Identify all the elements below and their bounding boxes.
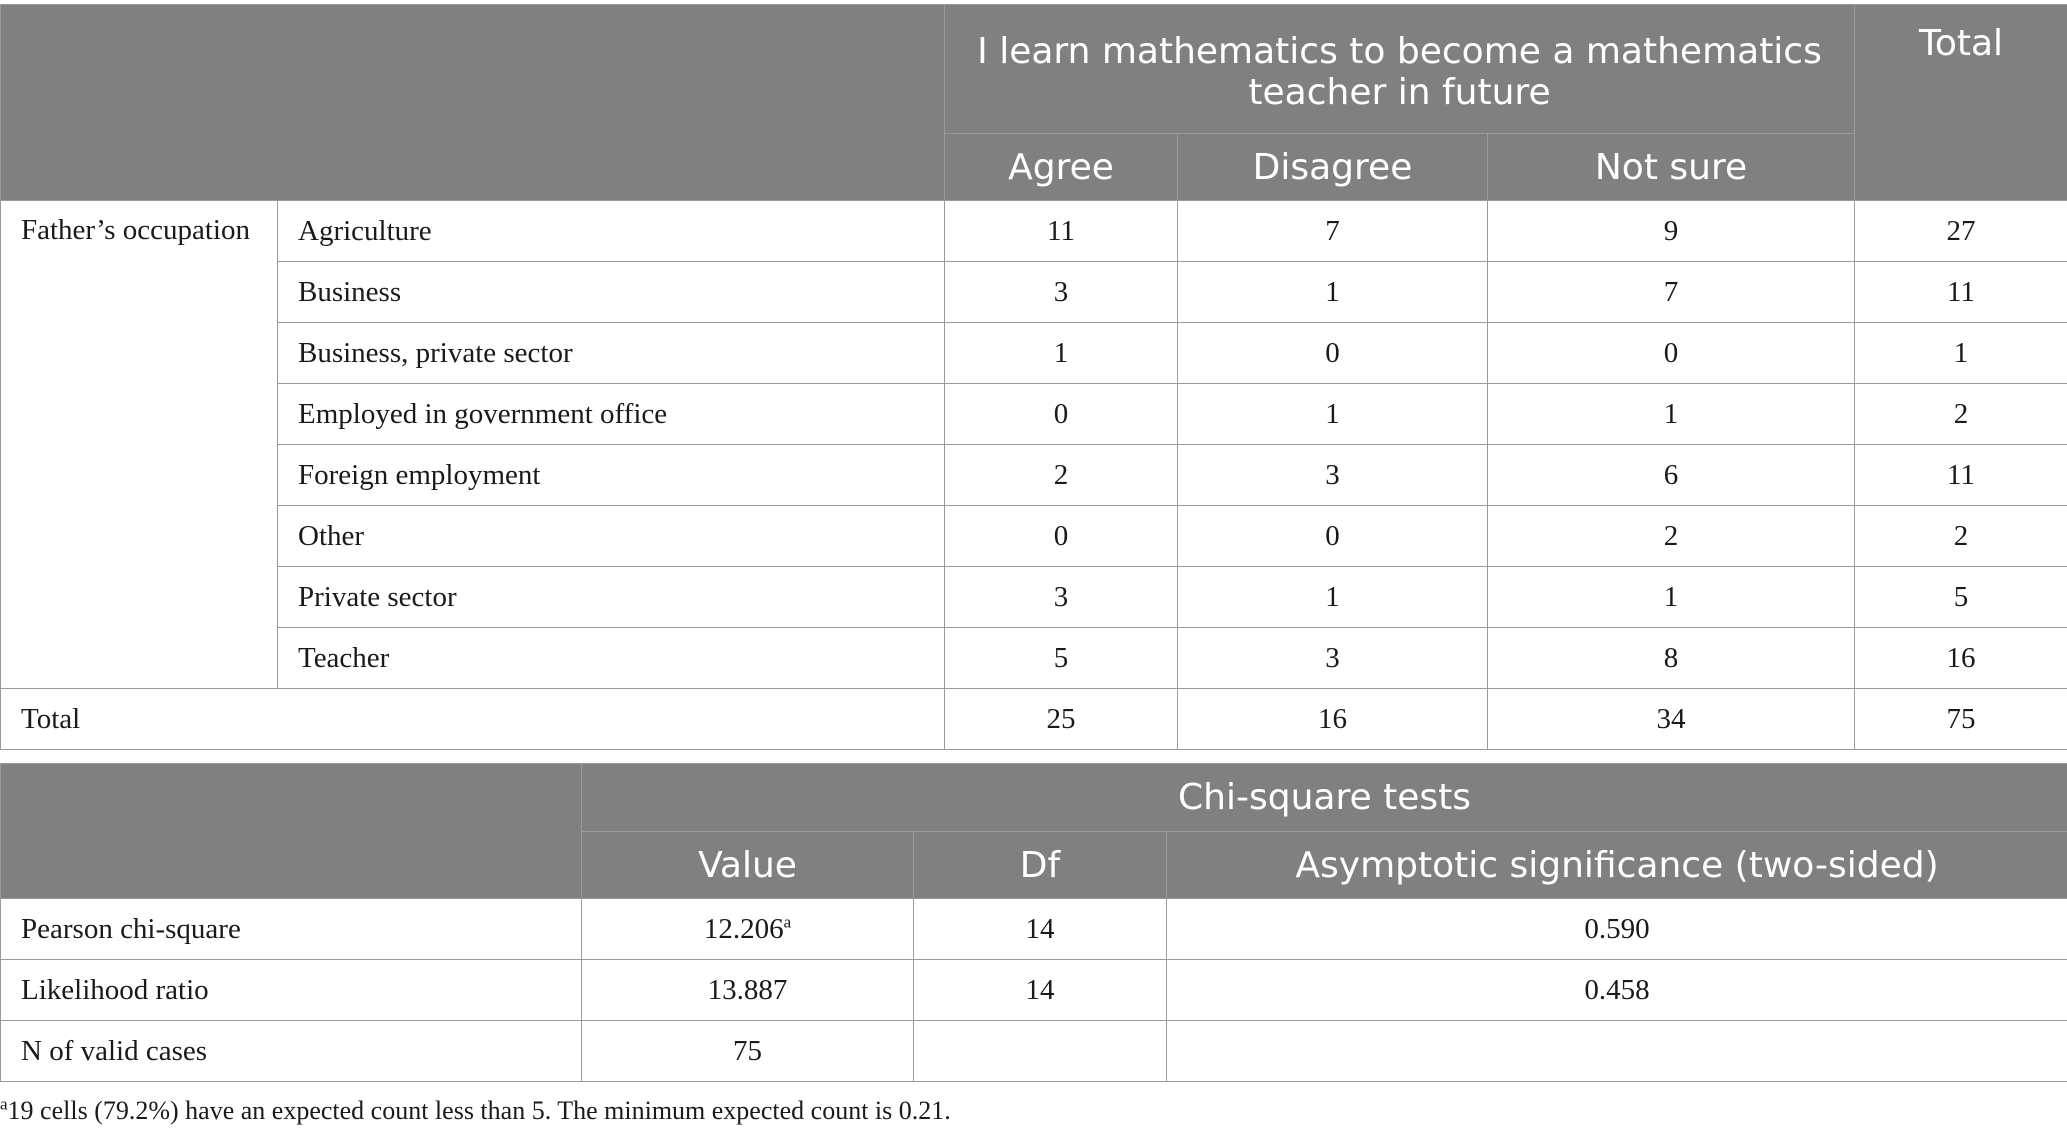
cell-significance: 0.590 (1167, 899, 2067, 960)
cell-disagree: 3 (1178, 628, 1488, 689)
corner-header (1, 5, 945, 201)
cell-agree: 3 (945, 262, 1178, 323)
column-header-df: Df (914, 832, 1167, 899)
grand-total: 75 (1855, 689, 2067, 750)
total-row-label: Total (1, 689, 945, 750)
total-agree: 25 (945, 689, 1178, 750)
cell-agree: 5 (945, 628, 1178, 689)
cell-total: 1 (1855, 323, 2067, 384)
total-row (1, 689, 2067, 750)
chi-corner-header (1, 764, 582, 899)
cell-agree: 11 (945, 201, 1178, 262)
cell-agree: 1 (945, 323, 1178, 384)
row-label: Likelihood ratio (1, 960, 582, 1021)
cell-not-sure: 6 (1488, 445, 1855, 506)
cell-disagree: 1 (1178, 567, 1488, 628)
row-label: Business (278, 262, 945, 323)
table-row (1, 960, 2067, 1021)
cell-not-sure: 8 (1488, 628, 1855, 689)
cell-total: 16 (1855, 628, 2067, 689)
cell-df (914, 1021, 1167, 1082)
cell-not-sure: 0 (1488, 323, 1855, 384)
table-row (1, 384, 2067, 445)
crosstab-body (1, 201, 2067, 750)
cell-disagree: 3 (1178, 445, 1488, 506)
row-label: N of valid cases (1, 1021, 582, 1082)
column-header-value: Value (582, 832, 914, 899)
crosstab-table (0, 4, 2067, 750)
column-header-agree: Agree (945, 134, 1178, 201)
cell-agree: 0 (945, 506, 1178, 567)
column-header-disagree: Disagree (1178, 134, 1488, 201)
row-label: Teacher (278, 628, 945, 689)
value-text: 12.206 (703, 912, 784, 945)
cell-disagree: 0 (1178, 323, 1488, 384)
table-row (1, 445, 2067, 506)
cell-total: 5 (1855, 567, 2067, 628)
row-group-label: Father’s occupation (1, 201, 278, 689)
cell-value: 13.887 (582, 960, 914, 1021)
cell-not-sure: 7 (1488, 262, 1855, 323)
cell-total: 11 (1855, 262, 2067, 323)
cell-not-sure: 1 (1488, 567, 1855, 628)
total-column-header: Total (1855, 5, 2067, 201)
cell-total: 11 (1855, 445, 2067, 506)
chi-square-table (0, 763, 2067, 1082)
table-row (1, 1021, 2067, 1082)
cell-not-sure: 1 (1488, 384, 1855, 445)
cell-disagree: 1 (1178, 384, 1488, 445)
cell-df: 14 (914, 899, 1167, 960)
total-not-sure: 34 (1488, 689, 1855, 750)
cell-total: 2 (1855, 384, 2067, 445)
table-row (1, 899, 2067, 960)
table-row (1, 262, 2067, 323)
cell-value (582, 899, 914, 960)
row-label: Pearson chi-square (1, 899, 582, 960)
column-header-significance: Asymptotic significance (two-sided) (1167, 832, 2067, 899)
cell-not-sure: 9 (1488, 201, 1855, 262)
cell-agree: 0 (945, 384, 1178, 445)
table-row (1, 323, 2067, 384)
row-label: Business, private sector (278, 323, 945, 384)
cell-disagree: 7 (1178, 201, 1488, 262)
row-label: Private sector (278, 567, 945, 628)
total-disagree: 16 (1178, 689, 1488, 750)
table-row (1, 628, 2067, 689)
footnote-text: 19 cells (79.2%) have an expected count less than 5. The minimum expected count is 0.21. (7, 1096, 951, 1125)
cell-total: 27 (1855, 201, 2067, 262)
cell-significance: 0.458 (1167, 960, 2067, 1021)
question-header: I learn mathematics to become a mathematics teacher in future (945, 5, 1855, 134)
cell-total: 2 (1855, 506, 2067, 567)
row-label: Other (278, 506, 945, 567)
cell-disagree: 1 (1178, 262, 1488, 323)
cell-agree: 3 (945, 567, 1178, 628)
table-footnote (0, 1096, 951, 1126)
cell-significance (1167, 1021, 2067, 1082)
row-label: Employed in government office (278, 384, 945, 445)
cell-value: 75 (582, 1021, 914, 1082)
chi-square-title: Chi-square tests (582, 764, 2067, 832)
cell-disagree: 0 (1178, 506, 1488, 567)
cell-df: 14 (914, 960, 1167, 1021)
cell-not-sure: 2 (1488, 506, 1855, 567)
footnote-marker: a (783, 911, 792, 931)
column-header-not-sure: Not sure (1488, 134, 1855, 201)
table-row (1, 201, 2067, 262)
table-row (1, 567, 2067, 628)
cell-agree: 2 (945, 445, 1178, 506)
footnote-marker: a (0, 1094, 8, 1114)
row-label: Foreign employment (278, 445, 945, 506)
row-label: Agriculture (278, 201, 945, 262)
table-row (1, 506, 2067, 567)
